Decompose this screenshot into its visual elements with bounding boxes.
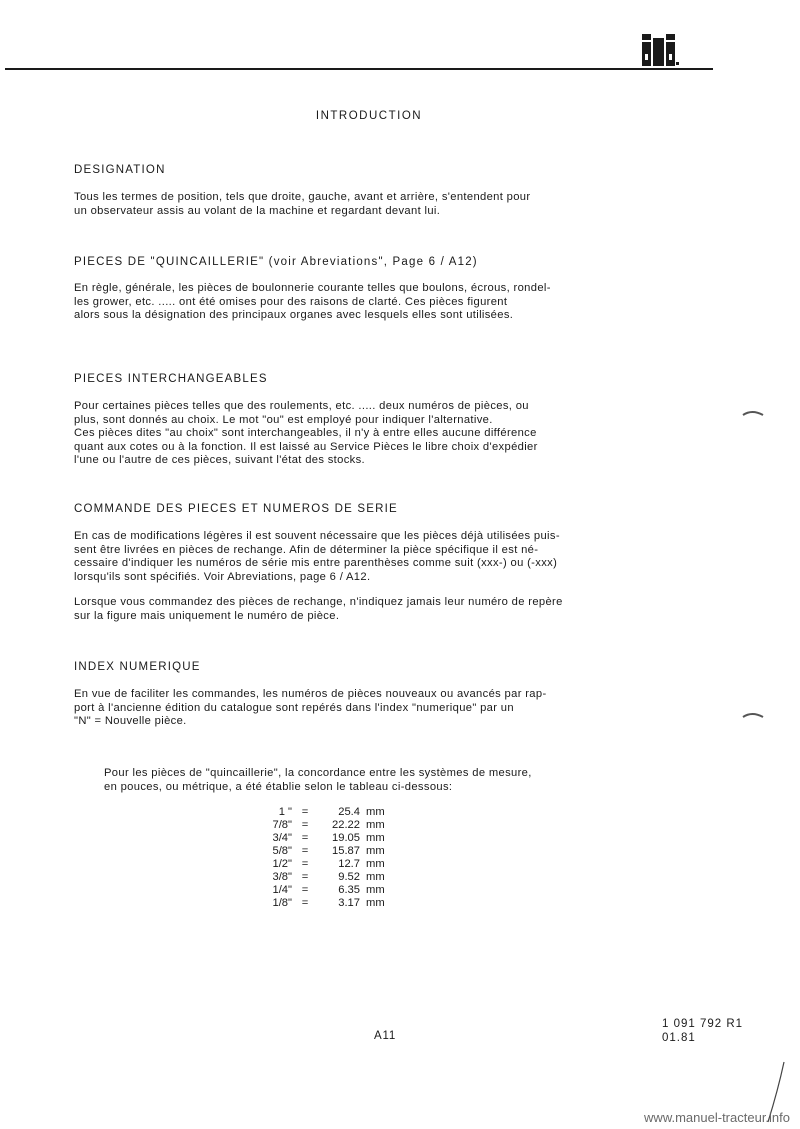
text-line: cessaire d'indiquer les numéros de série mis entre parenthèses comme suit (xxx-) ou (-xxx) (74, 557, 558, 569)
text-line: Pour les pièces de "quincaillerie", la concordance entre les systèmes de mesure, (104, 767, 532, 779)
mm-value: 6.35 (338, 884, 360, 896)
text-line: En vue de faciliter les commandes, les numéros de pièces nouveaux ou avancés par rap- (74, 688, 547, 700)
inch-value: 1/8" (272, 897, 292, 909)
text-line: "N" = Nouvelle pièce. (74, 715, 187, 727)
unit-label: mm (366, 871, 385, 883)
text-line: sent être livrées en pièces de rechange. Afin de déterminer la pièce spécifique il est né- (74, 543, 539, 556)
text-line: les grower, etc. ..... ont été omises pour des raisons de clarté. Ces pièces figurent (74, 295, 508, 308)
inch-value: 3/8" (272, 871, 292, 883)
inch-value: 1 " (278, 806, 292, 818)
table-row (248, 897, 396, 910)
section-text-index (74, 688, 664, 729)
mm-value: 3.17 (338, 897, 360, 909)
unit-label: mm (366, 897, 385, 909)
conversion-table (248, 806, 396, 910)
section-heading-designation: DESIGNATION (74, 164, 166, 176)
text-line: lorsqu'ils sont spécifiés. Voir Abreviations, page 6 / A12. (74, 570, 371, 583)
text-line: port à l'ancienne édition du catalogue sont repérés dans l'index "numerique" par un (74, 701, 514, 714)
table-row (248, 819, 396, 832)
equals-sign: = (301, 806, 309, 818)
unit-label: mm (366, 884, 385, 896)
inch-value: 7/8" (272, 819, 292, 831)
text-line: alors sous la désignation des principaux organes avec lesquels elles sont utilisées. (74, 309, 514, 321)
equals-sign: = (301, 845, 309, 857)
equals-sign: = (301, 858, 309, 870)
section-heading-quincaillerie: PIECES DE "QUINCAILLERIE" (voir Abreviations", Page 6 / A12) (74, 256, 478, 268)
text-line: en pouces, ou métrique, a été établie selon le tableau ci-dessous: (104, 780, 453, 793)
table-row (248, 858, 396, 871)
binding-mark-icon (742, 711, 764, 719)
inch-value: 3/4" (272, 832, 292, 844)
unit-label: mm (366, 858, 385, 870)
unit-label: mm (366, 845, 385, 857)
reference-code: 1 091 792 R1 (662, 1018, 744, 1030)
text-line: Lorsque vous commandez des pièces de rechange, n'indiquez jamais leur numéro de repère (74, 596, 563, 608)
binding-mark-icon (742, 409, 764, 417)
text-line: un observateur assis au volant de la machine et regardant devant lui. (74, 204, 441, 217)
document-reference (662, 1017, 743, 1045)
page-title: INTRODUCTION (315, 110, 423, 122)
section-text-quincaillerie (74, 282, 664, 323)
text-line: Ces pièces dites "au choix" sont interchangeables, il n'y à entre elles aucune différence (74, 427, 537, 439)
table-row (248, 871, 396, 884)
section-heading-index: INDEX NUMERIQUE (74, 661, 201, 673)
text-line: sur la figure mais uniquement le numéro de pièce. (74, 609, 340, 622)
equals-sign: = (301, 871, 309, 883)
unit-label: mm (366, 806, 385, 818)
header-rule (5, 68, 713, 70)
mm-value: 15.87 (332, 845, 360, 857)
section-text-commande (74, 530, 664, 584)
watermark-link[interactable]: www.manuel-tracteur.info (644, 1110, 790, 1125)
text-line: plus, sont donnés au choix. Le mot "ou" est employé pour indiquer l'alternative. (74, 413, 493, 426)
equals-sign: = (301, 897, 309, 909)
equals-sign: = (301, 832, 309, 844)
section-heading-interchangeables: PIECES INTERCHANGEABLES (74, 373, 268, 385)
ih-logo-icon (640, 28, 680, 68)
text-line: Pour certaines pièces telles que des roulements, etc. ..... deux numéros de pièces, ou (74, 400, 529, 412)
mm-value: 22.22 (332, 819, 360, 831)
text-line: En règle, générale, les pièces de boulonnerie courante telles que boulons, écrous, rondel- (74, 282, 551, 294)
equals-sign: = (301, 819, 309, 831)
text-line: En cas de modifications légères il est souvent nécessaire que les pièces déjà utilisées puis- (74, 530, 560, 542)
section-text-designation (74, 191, 664, 218)
table-row (248, 845, 396, 858)
table-row (248, 806, 396, 819)
mm-value: 12.7 (338, 858, 360, 870)
text-line: Tous les termes de position, tels que droite, gauche, avant et arrière, s'entendent pour (74, 191, 531, 203)
inch-value: 1/2" (272, 858, 292, 870)
mm-value: 19.05 (332, 832, 360, 844)
section-heading-commande: COMMANDE DES PIECES ET NUMEROS DE SERIE (74, 503, 398, 515)
hardware-note (104, 767, 694, 794)
equals-sign: = (301, 884, 309, 896)
mm-value: 25.4 (338, 806, 360, 818)
unit-label: mm (366, 832, 385, 844)
inch-value: 5/8" (272, 845, 292, 857)
table-row (248, 832, 396, 845)
unit-label: mm (366, 819, 385, 831)
text-line: quant aux cotes ou à la fonction. Il est laissé au Service Pièces le libre choix d'expédier (74, 440, 538, 453)
section-text-interchangeables (74, 400, 664, 468)
text-line: l'une ou l'autre de ces pièces, suivant l'état des stocks. (74, 454, 366, 466)
inch-value: 1/4" (272, 884, 292, 896)
reference-date: 01.81 (662, 1032, 696, 1044)
table-row (248, 884, 396, 897)
page-number: A11 (374, 1030, 397, 1042)
mm-value: 9.52 (338, 871, 360, 883)
section-text-commande-2 (74, 596, 664, 623)
